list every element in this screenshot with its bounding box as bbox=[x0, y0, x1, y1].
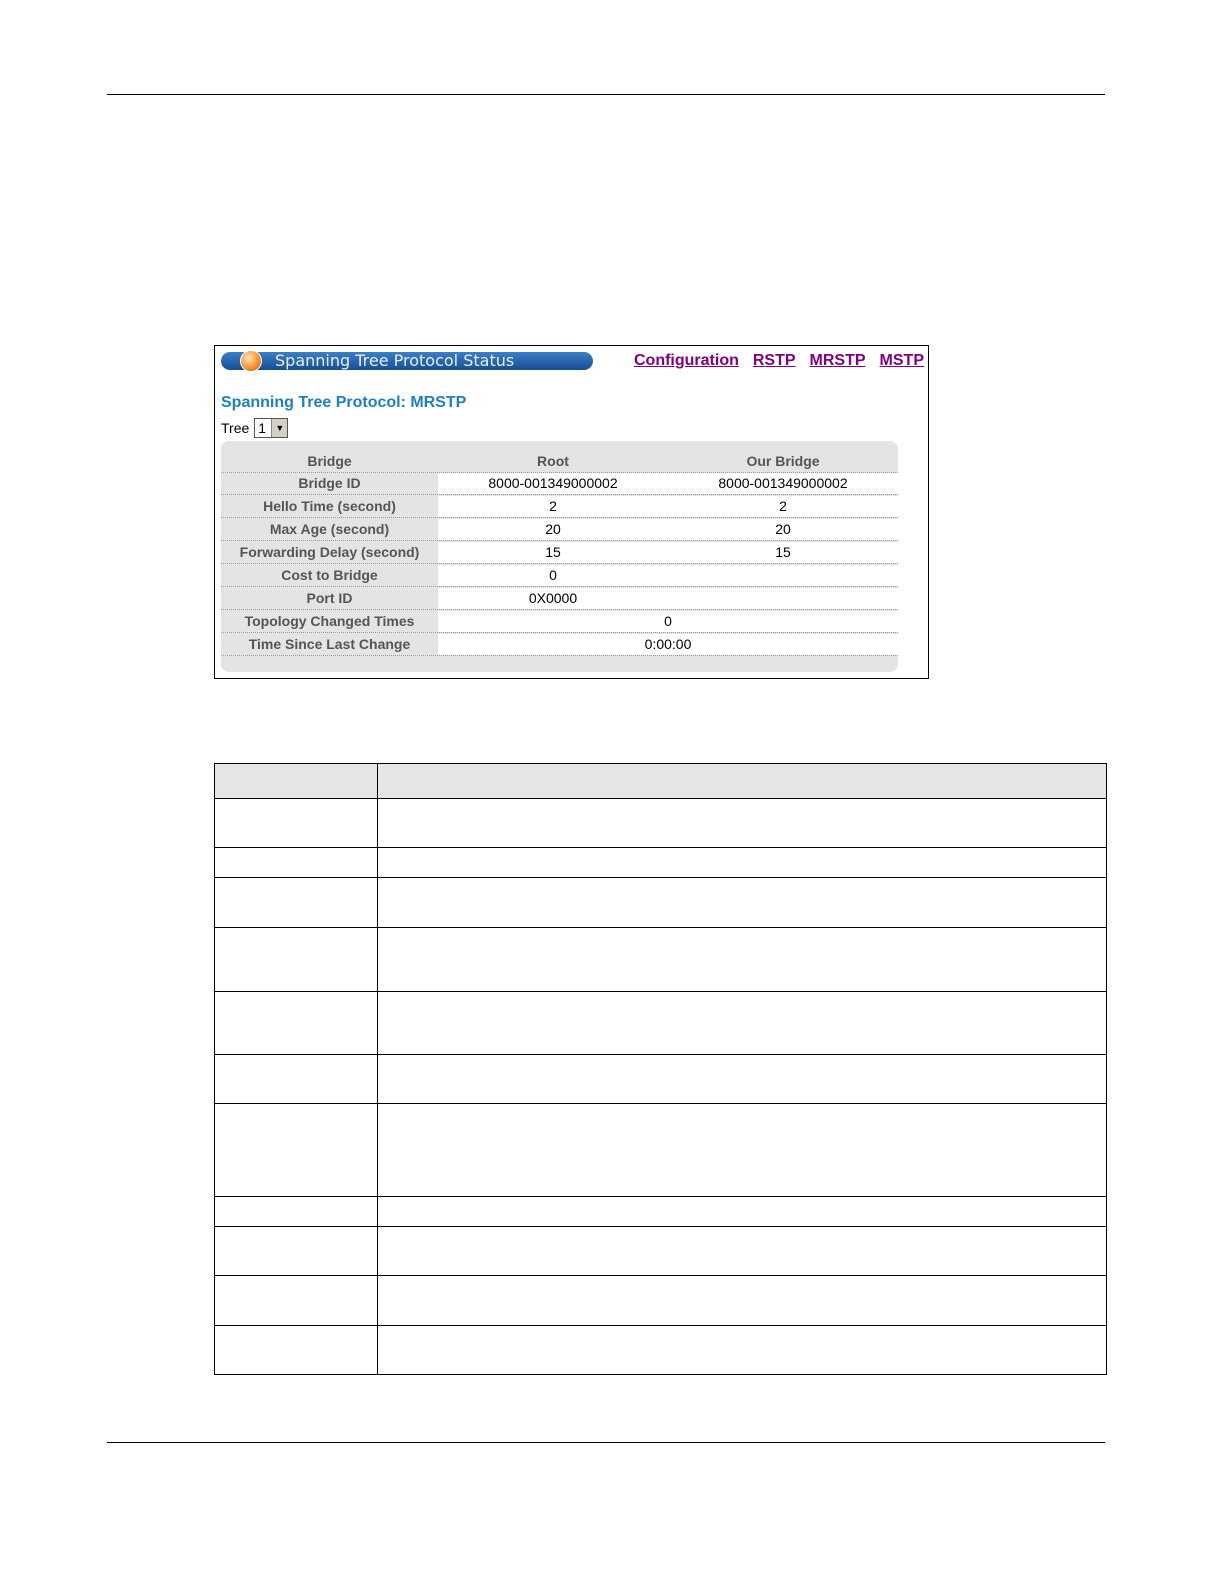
root-value: 2 bbox=[549, 498, 557, 514]
header-rule bbox=[107, 94, 1105, 95]
desc-row bbox=[215, 1055, 1107, 1104]
our-value: 2 bbox=[779, 498, 787, 514]
row-label: Cost to Bridge bbox=[281, 567, 378, 583]
tree-select[interactable] bbox=[254, 418, 288, 438]
desc-header-row bbox=[215, 764, 1107, 799]
our-value: 15 bbox=[775, 544, 791, 560]
description-table bbox=[214, 763, 1107, 1375]
header-our-bridge: Our Bridge bbox=[746, 453, 820, 469]
header-bridge: Bridge bbox=[307, 453, 352, 469]
row-label: Time Since Last Change bbox=[248, 636, 411, 652]
mrstp-link[interactable]: MRSTP bbox=[809, 352, 866, 369]
table-row bbox=[221, 496, 898, 518]
orb-icon bbox=[240, 350, 262, 372]
desc-header-label bbox=[215, 764, 378, 799]
header-root: Root bbox=[537, 453, 569, 469]
our-value: 20 bbox=[775, 521, 791, 537]
row-label: Forwarding Delay (second) bbox=[239, 544, 420, 560]
table-row bbox=[221, 565, 898, 587]
table-row bbox=[221, 634, 898, 656]
root-value: 0 bbox=[549, 567, 557, 583]
root-value: 8000-001349000002 bbox=[488, 475, 618, 491]
desc-row bbox=[215, 848, 1107, 878]
root-value: 0X0000 bbox=[528, 590, 578, 606]
row-label: Hello Time (second) bbox=[263, 498, 396, 514]
tree-selector-row bbox=[221, 418, 288, 438]
row-label: Port ID bbox=[306, 590, 353, 606]
table-row bbox=[221, 542, 898, 564]
desc-row bbox=[215, 799, 1107, 848]
our-value: 8000-001349000002 bbox=[718, 475, 848, 491]
configuration-link[interactable]: Configuration bbox=[634, 352, 739, 369]
desc-row bbox=[215, 1197, 1107, 1227]
table-row bbox=[221, 519, 898, 541]
table-row bbox=[221, 611, 898, 633]
desc-row bbox=[215, 878, 1107, 928]
table-row bbox=[221, 473, 898, 495]
desc-row bbox=[215, 1104, 1107, 1197]
tree-label: Tree bbox=[221, 420, 250, 436]
desc-header-description bbox=[378, 764, 1107, 799]
desc-row bbox=[215, 928, 1107, 992]
table-row bbox=[221, 588, 898, 610]
panel-title: Spanning Tree Protocol Status bbox=[275, 351, 515, 370]
desc-row bbox=[215, 1326, 1107, 1375]
protocol-title: Spanning Tree Protocol: MRSTP bbox=[221, 394, 467, 411]
mstp-link[interactable]: MSTP bbox=[879, 352, 924, 369]
footer-rule bbox=[107, 1442, 1105, 1443]
title-bar bbox=[221, 352, 593, 370]
row-label: Topology Changed Times bbox=[244, 613, 415, 629]
status-table bbox=[221, 441, 898, 672]
row-label: Bridge ID bbox=[298, 475, 361, 491]
tree-select-value: 1 bbox=[258, 420, 267, 436]
desc-row bbox=[215, 992, 1107, 1055]
stp-status-panel bbox=[214, 345, 929, 679]
desc-row bbox=[215, 1276, 1107, 1326]
value: 0:00:00 bbox=[644, 636, 692, 652]
chevron-down-icon[interactable]: ▼ bbox=[271, 419, 287, 437]
row-label: Max Age (second) bbox=[269, 521, 390, 537]
value: 0 bbox=[664, 613, 672, 629]
desc-row bbox=[215, 1227, 1107, 1276]
root-value: 20 bbox=[545, 521, 561, 537]
rstp-link[interactable]: RSTP bbox=[752, 352, 796, 369]
table-header-row bbox=[221, 451, 898, 473]
root-value: 15 bbox=[545, 544, 561, 560]
nav-links bbox=[634, 352, 924, 370]
